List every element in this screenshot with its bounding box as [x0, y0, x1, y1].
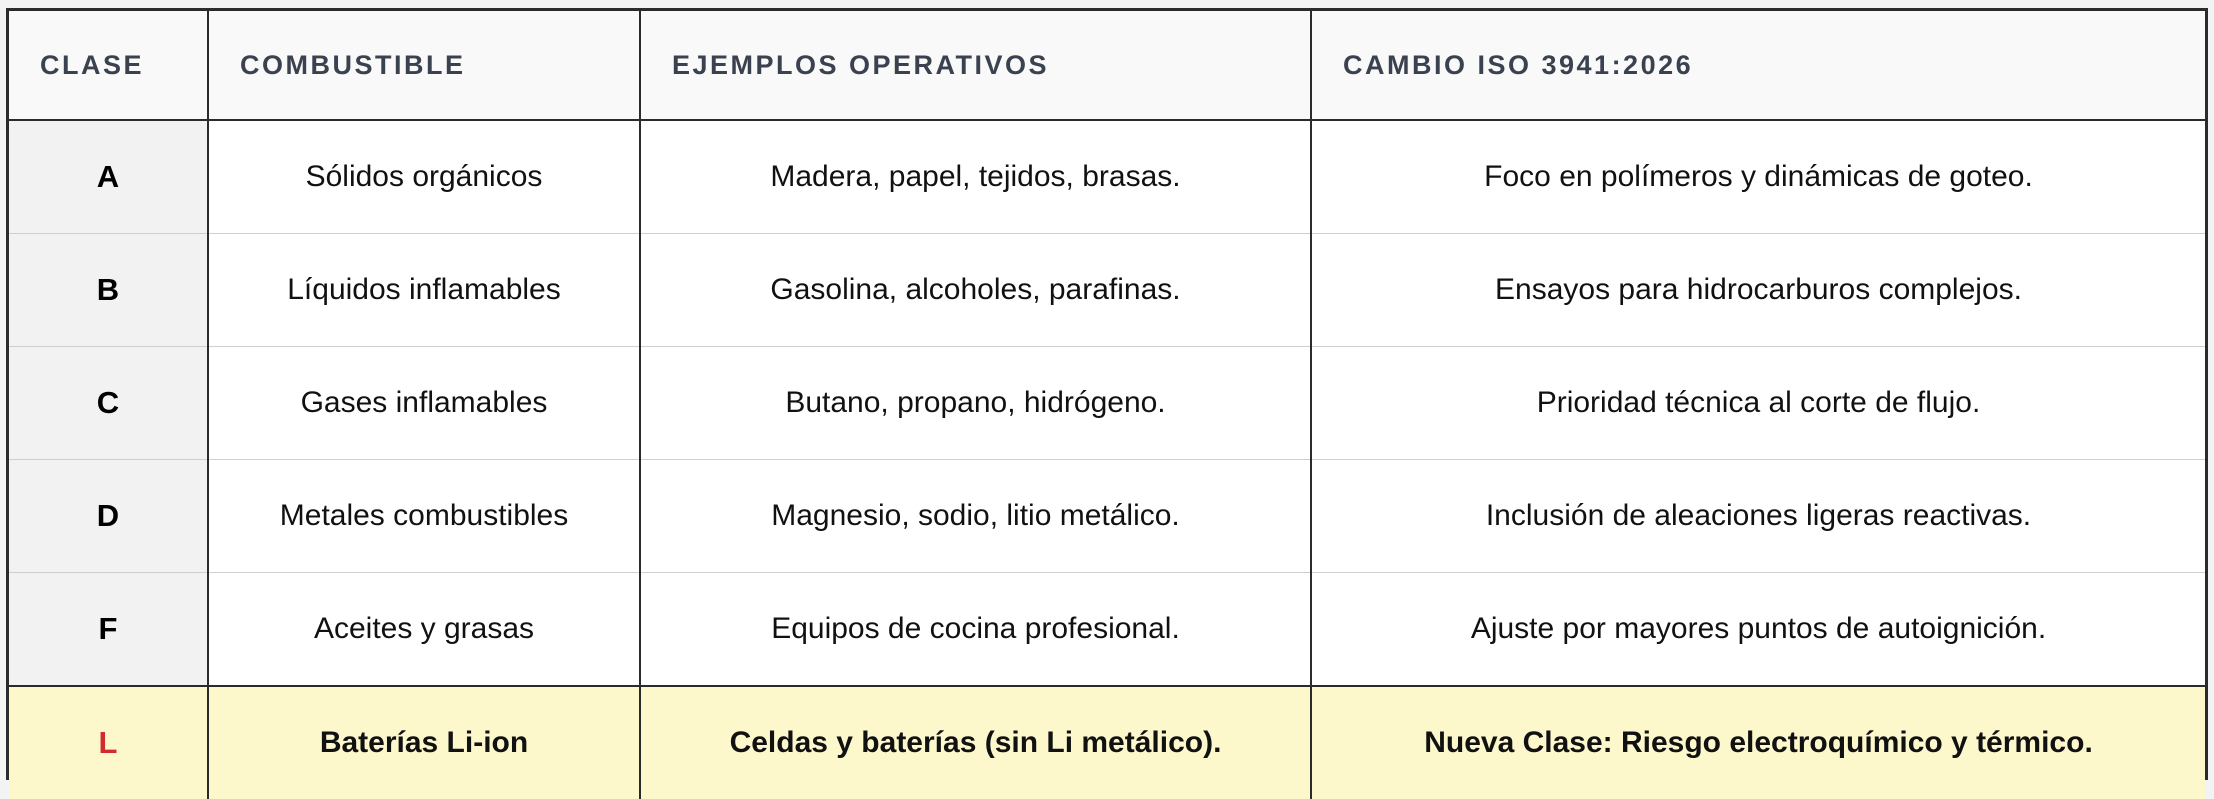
cell-ejemplos: Magnesio, sodio, litio metálico.	[640, 460, 1311, 573]
table-row-highlighted	[9, 686, 2205, 799]
cell-cambio: Ensayos para hidrocarburos complejos.	[1311, 234, 2205, 347]
fire-class-table-container	[6, 8, 2208, 780]
cell-cambio: Prioridad técnica al corte de flujo.	[1311, 347, 2205, 460]
cell-ejemplos: Madera, papel, tejidos, brasas.	[640, 120, 1311, 234]
cell-cambio: Ajuste por mayores puntos de autoignición.	[1311, 573, 2205, 687]
cell-combustible: Gases inflamables	[208, 347, 640, 460]
fire-class-table	[9, 11, 2205, 799]
table-row	[9, 573, 2205, 687]
cell-combustible: Aceites y grasas	[208, 573, 640, 687]
table-row	[9, 460, 2205, 573]
cell-combustible: Sólidos orgánicos	[208, 120, 640, 234]
cell-combustible: Metales combustibles	[208, 460, 640, 573]
cell-clase: B	[9, 234, 208, 347]
table-row	[9, 347, 2205, 460]
table-row	[9, 120, 2205, 234]
cell-combustible: Líquidos inflamables	[208, 234, 640, 347]
header-combustible: COMBUSTIBLE	[208, 11, 640, 120]
cell-ejemplos: Celdas y baterías (sin Li metálico).	[640, 686, 1311, 799]
header-cambio: CAMBIO ISO 3941:2026	[1311, 11, 2205, 120]
cell-clase: A	[9, 120, 208, 234]
cell-ejemplos: Equipos de cocina profesional.	[640, 573, 1311, 687]
cell-clase: L	[9, 686, 208, 799]
header-clase: CLASE	[9, 11, 208, 120]
cell-ejemplos: Gasolina, alcoholes, parafinas.	[640, 234, 1311, 347]
header-row	[9, 11, 2205, 120]
cell-cambio: Foco en polímeros y dinámicas de goteo.	[1311, 120, 2205, 234]
cell-clase: F	[9, 573, 208, 687]
cell-combustible: Baterías Li-ion	[208, 686, 640, 799]
cell-ejemplos: Butano, propano, hidrógeno.	[640, 347, 1311, 460]
cell-clase: C	[9, 347, 208, 460]
table-row	[9, 234, 2205, 347]
header-ejemplos: EJEMPLOS OPERATIVOS	[640, 11, 1311, 120]
cell-cambio: Nueva Clase: Riesgo electroquímico y térmico.	[1311, 686, 2205, 799]
cell-cambio: Inclusión de aleaciones ligeras reactivas.	[1311, 460, 2205, 573]
cell-clase: D	[9, 460, 208, 573]
